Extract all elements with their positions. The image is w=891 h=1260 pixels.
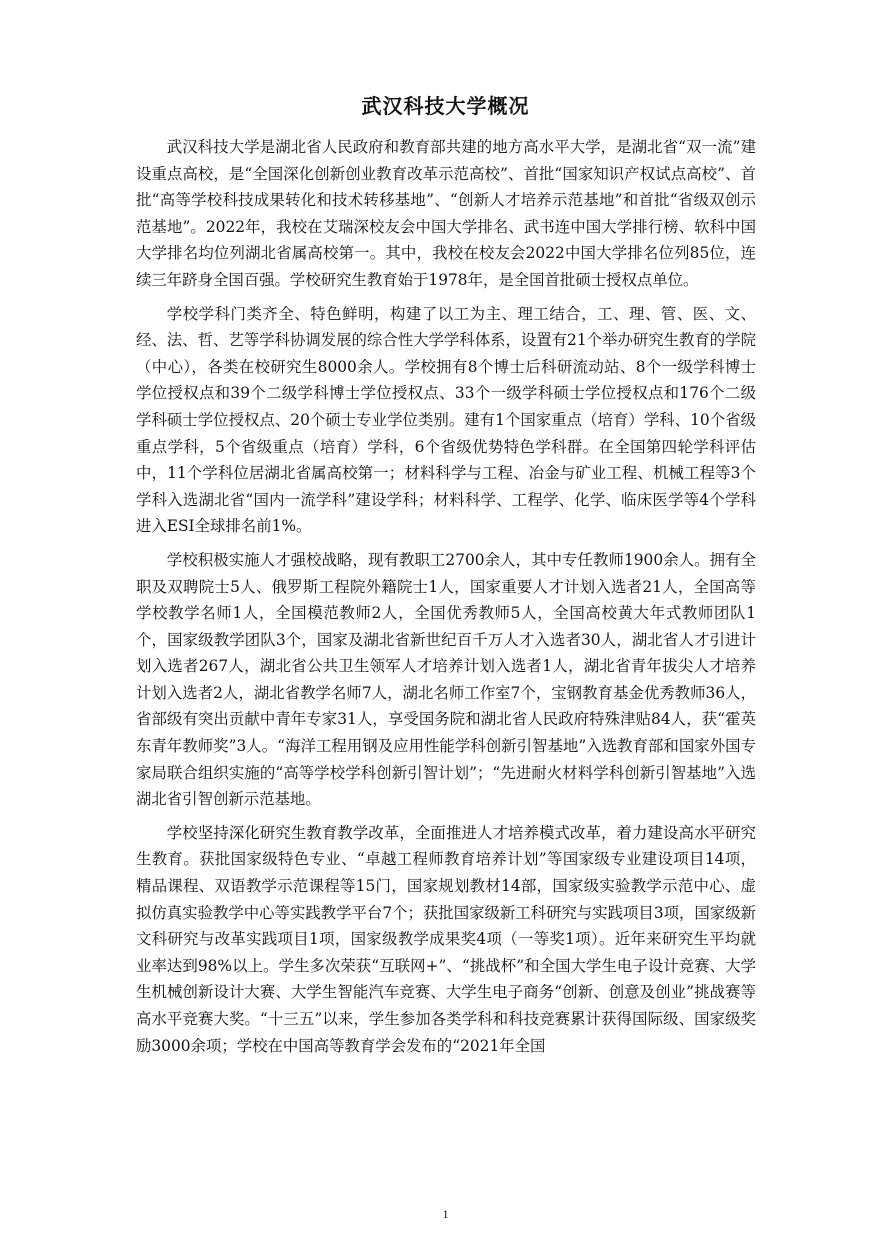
- paragraph-faculty: 学校积极实施人才强校战略，现有教职工2700余人，其中专任教师1900余人。拥有全职及双聘院士5人、俄罗斯工程院外籍院士1人，国家重要人才计划入选者21人，全国高等学校教学名师1人，全国模范教师2人，全国优秀教师5人，全国高校黄大年式教师团队1个，国家级教学团队3个，国家及湖北省新世纪百千万人才入选者30人，湖北省人才引进计划入选者267人，湖北省公共卫生领军人才培养计划入选者1人，湖北省青年拔尖人才培养计划入选者2人，湖北省教学名师7人，湖北名师工作室7个，宝钢教育基金优秀教师36人，省部级有突出贡献中青年专家31人，享受国务院和湖北省人民政府特殊津贴84人，获“霍英东青年教师奖”3人。“海洋工程用钢及应用性能学科创新引智基地”入选教育部和国家外国专家局联合组织实施的“高等学校学科创新引智计划”；“先进耐火材料学科创新引智基地”入选湖北省引智创新示范基地。: [136, 550, 756, 809]
- document-title: 武汉科技大学概况: [361, 94, 530, 118]
- page-number: 1: [442, 1207, 449, 1221]
- paragraph-education-reform: 学校坚持深化研究生教育教学改革，全面推进人才培养模式改革，着力建设高水平研究生教育。获批国家级特色专业、“卓越工程师教育培养计划”等国家级专业建设项目14项，精品课程、双语教学示范课程等15门，国家规划教材14部，国家级实验教学示范中心、虚拟仿真实验教学中心等实践教学平台7个；获批国家级新工科研究与实践项目3项，国家级新文科研究与改革实践项目1项，国家级教学成果奖4项（一等奖1项）。近年来研究生平均就业率达到98%以上。学生多次荣获“互联网+”、“挑战杯”和全国大学生电子设计竞赛、大学生机械创新设计大赛、大学生智能汽车竞赛、大学生电子商务“创新、创意及创业”挑战赛等高水平竞赛大奖。“十三五”以来，学生参加各类学科和科技竞赛累计获得国际级、国家级奖励3000余项；学校在中国高等教育学会发布的“2021年全国: [136, 823, 756, 1055]
- document-body: [136, 134, 756, 1066]
- paragraph-disciplines: 学校学科门类齐全、特色鲜明，构建了以工为主、理工结合，工、理、管、医、文、经、法、哲、艺等学科协调发展的综合性大学学科体系，设置有21个举办研究生教育的学院（中心），各类在校研究生8000余人。学校拥有8个博士后科研流动站、8个一级学科博士学位授权点和39个二级学科博士学位授权点、33个一级学科硕士学位授权点和176个二级学科硕士学位授权点、20个硕士专业学位类别。建有1个国家重点（培育）学科、10个省级重点学科，5个省级重点（培育）学科，6个省级优势特色学科群。在全国第四轮学科评估中，11个学科位居湖北省属高校第一；材料科学与工程、冶金与矿业工程、机械工程等3个学科入选湖北省“国内一流学科”建设学科；材料科学、工程学、化学、临床医学等4个学科进入ESI全球排名前1%。: [136, 304, 756, 536]
- paragraph-overview: 武汉科技大学是湖北省人民政府和教育部共建的地方高水平大学，是湖北省“双一流”建设重点高校，是“全国深化创新创业教育改革示范高校”、首批“国家知识产权试点高校”、首批“高等学校科技成果转化和技术转移基地”、“创新人才培养示范基地”和首批“省级双创示范基地”。2022年，我校在艾瑞深校友会中国大学排名、武书连中国大学排行榜、软科中国大学排名均位列湖北省属高校第一。其中，我校在校友会2022中国大学排名位列85位，连续三年跻身全国百强。学校研究生教育始于1978年，是全国首批硕士授权点单位。: [136, 138, 756, 289]
